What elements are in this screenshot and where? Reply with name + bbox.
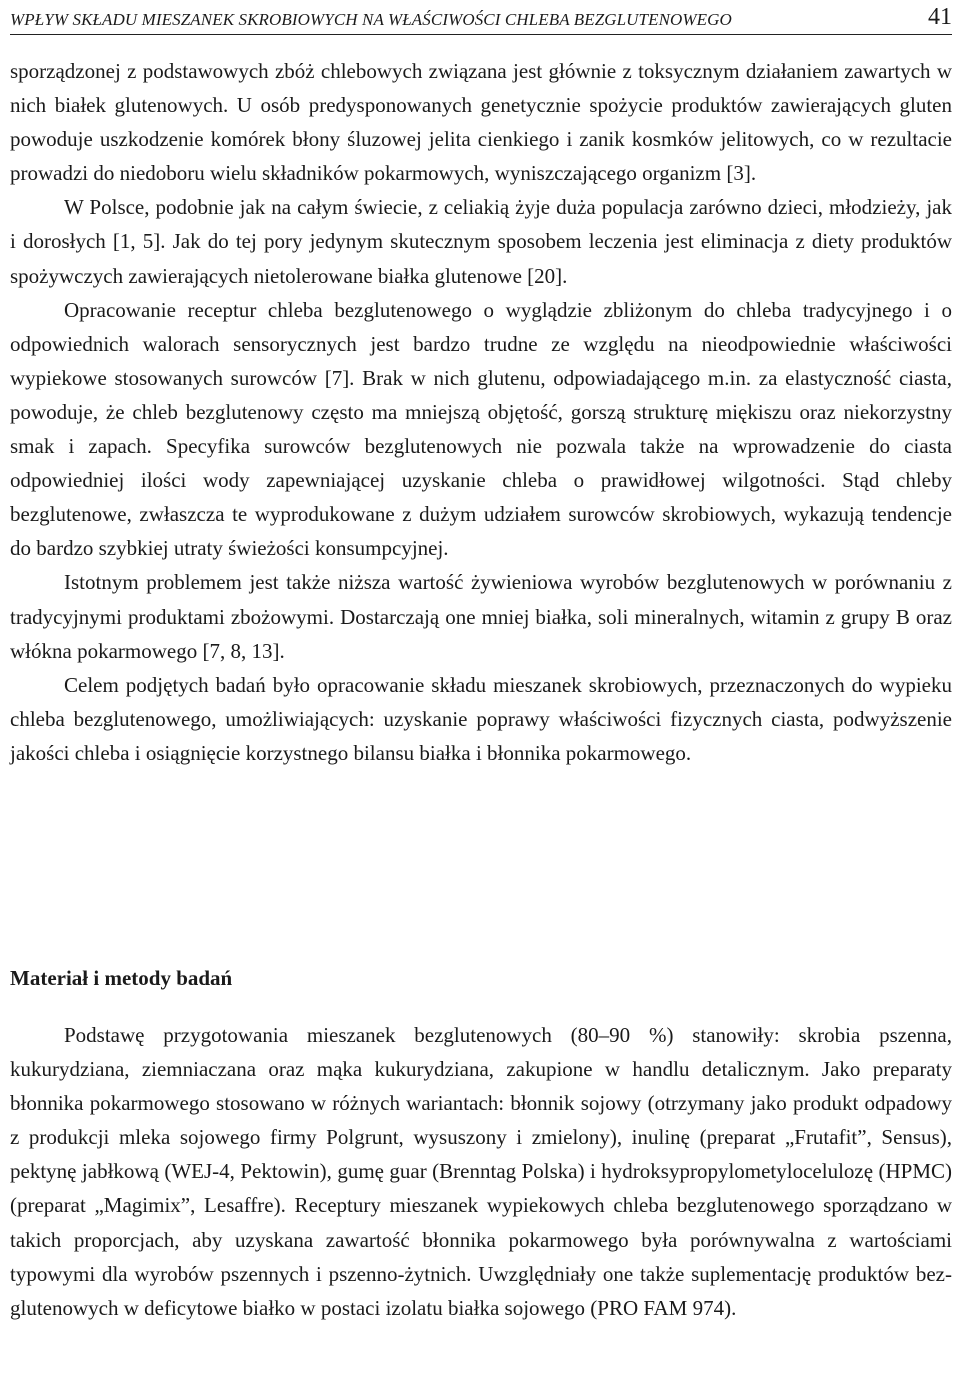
paragraph: W Polsce, podobnie jak na całym świecie, z celiakią żyje duża populacja zarówno dzieci, młodzieży, jak i dorosłych [1, 5]. Jak do tej pory jedynym skutecznym sposobem leczenia jest eliminacja z diety produktów spożywczych zawierających nietolerowane białka glutenowe [20]. <box>10 195 952 288</box>
paragraph: sporządzonej z podstawowych zbóż chlebowych związana jest głównie z toksycznym działaniem zawartych w nich białek glutenowych. U osób predysponowanych genetycznie spożycie produktów zawierających gluten powoduje uszkodzenie komórek błony śluzowej jelita cienkiego i zanik kosmków jelitowych, co w rezultacie prowadzi do niedoboru wielu składników pokarmowych, wyniszczającego organizm [3]. <box>10 59 952 186</box>
paragraph: Opracowanie receptur chleba bezglutenowego o wyglądzie zbliżonym do chleba tradycyjnego i o odpowiednich walorach sensorycznych jest bardzo trudne ze względu na nieodpowiednie właściwości wypiekowe stosowanych surowców [7]. Brak w nich glutenu, odpowiadającego m.in. za elastyczność ciasta, powoduje, że chleb bezglutenowy często ma mniejszą objętość, gorszą strukturę miękiszu oraz niekorzystny smak i zapach. Specyfika surowców bezglutenowych nie pozwala także na wprowadzenie do ciasta odpowiedniej ilości wody zapewniającej uzyskanie chleba o prawidłowej wilgotności. Stąd chleby bezglutenowe, zwłaszcza te wyprodukowane z dużym udziałem surowców skrobiowych, wykazują tendencje do bardzo szybkiej utraty świeżości konsumpcyjnej. <box>10 297 952 561</box>
paragraph: Celem podjętych badań było opracowanie składu mieszanek skrobiowych, przeznaczonych do wypieku chleba bezglutenowego, umożliwiających: uzyskanie poprawy właściwości fizycznych ciasta, podwyższenie jakości chleba i osiągnięcie korzystnego bilansu białka i błonnika pokarmowego. <box>10 672 952 765</box>
paragraph: Podstawę przygotowania mieszanek bezglutenowych (80–90 %) stanowiły: skrobia pszenna, kukurydziana, ziemniaczana oraz mąka kukurydziana, zakupione w handlu detalicznym. Jako preparaty błonnika pokarmowego stosowano w różnych wariantach: błonnik sojowy (otrzymany jako produkt odpadowy z produkcji mleka sojowego firmy Polgrunt, wysuszony i zmielony), inulinę (preparat „Frutafit”, Sensus), pektynę jabłkową (WEJ-4, Pektowin), gumę guar (Brenntag Polska) i hydroksypropylometylocelulozę (HPMC) (preparat „Magimix”, Lesaffre). Receptury mieszanek wypiekowych chleba bezglutenowego sporządzano w takich proporcjach, aby uzyskana zawartość błonnika pokarmowego była porównywalna z wartościami typowymi dla wyrobów pszennych i pszenno-żytnich. Uwzględniały one także suplementację produktów bezglutenowych w deficytowe białko w postaci izolatu białka sojowego (PRO FAM 974). <box>10 1023 952 1320</box>
paragraph: Istotnym problemem jest także niższa wartość żywieniowa wyrobów bezglutenowych w porównaniu z tradycyjnymi produktami zbożowymi. Dostarczają one mniej białka, soli mineralnych, witamin z grupy B oraz włókna pokarmowego [7, 8, 13]. <box>10 570 952 663</box>
section-heading: Materiał i metody badań <box>10 966 233 990</box>
running-title: WPŁYW SKŁADU MIESZANEK SKROBIOWYCH NA WŁAŚCIWOŚCI CHLEBA BEZGLUTENOWEGO <box>10 10 732 29</box>
page-number: 41 <box>928 4 952 30</box>
running-header <box>10 4 952 35</box>
body-text <box>10 54 952 770</box>
section-body <box>10 1018 952 1325</box>
